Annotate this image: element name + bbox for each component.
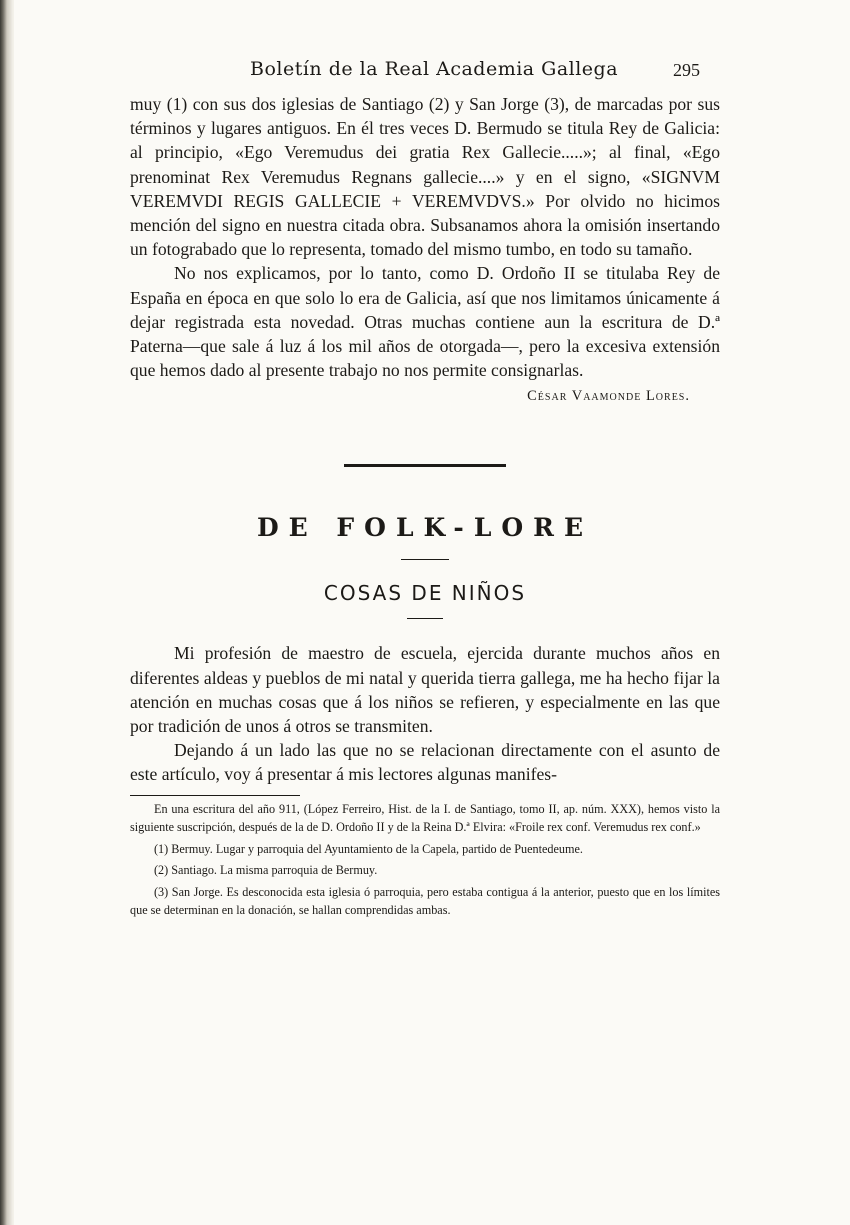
- journal-page: [130, 58, 720, 923]
- article-body: [130, 641, 720, 786]
- footnotes: [130, 800, 720, 920]
- section-divider: [344, 464, 506, 467]
- article-paragraph: Dejando á un lado las que no se relacionan directamente con el asunto de este artículo, voy á presentar á mis lectores algunas manifes-: [130, 740, 720, 785]
- article-title: COSAS DE NIÑOS: [323, 581, 527, 606]
- article-paragraph: Mi profesión de maestro de escuela, ejercida durante muchos años en diferentes aldeas y pueblos de mi natal y querida tierra gallega, me ha hecho fijar la atención en muchas cosas que á los niños se refieren, y especialmente en las que por tradición de unos á otros se transmiten.: [130, 643, 720, 737]
- heading-rule: [401, 559, 449, 560]
- previous-article-ending: [130, 92, 720, 408]
- body-paragraph: No nos explicamos, por lo tanto, como D. Ordoño II se titulaba Rey de España en época en que solo lo era de Galicia, así que nos limitamos únicamente á dejar registrada esta novedad. Otras muchas contiene aun la escritura de D.ª Paterna—que sale á luz á los mil años de otorgada—, pero la excesiva extensión que hemos dado al presente trabajo no nos permite consignarlas.: [130, 263, 720, 381]
- footnote-rule: [130, 795, 300, 796]
- page-binding-edge: [0, 0, 14, 1225]
- author-signature: César Vaamonde Lores.: [527, 388, 690, 405]
- running-header: [130, 58, 720, 92]
- title-rule: [407, 618, 443, 619]
- footnote-2: (2) Santiago. La misma parroquia de Bermuy.: [154, 863, 378, 878]
- body-paragraph: muy (1) con sus dos iglesias de Santiago (2) y San Jorge (3), de marcadas por sus términos y lugares antiguos. En él tres veces D. Bermudo se titula Rey de Galicia: al principio, «Ego Veremudus dei gratia Rex Gallecie.....»; al final, «Ego prenominat Rex Veremudus Regnans gallecie....» y en el signo, «SIGNVM VEREMVDI REGIS GALLECIE + VEREMVDVS.» Por olvido no hicimos mención del signo en nuestra citada obra. Subsanamos ahora la omisión insertando un fotograbado que lo representa, tomado del mismo tumbo, en todo su tamaño.: [130, 94, 720, 260]
- section-heading: DE FOLK-LORE: [256, 513, 593, 543]
- footnote-intro: En una escritura del año 911, (López Ferreiro, Hist. de la I. de Santiago, tomo II, ap. núm. XXX), hemos visto la siguiente suscripción, después de la de D. Ordoño II y de la Reina D.ª Elvira: «Froile rex conf. Veremudus rex conf.»: [130, 801, 720, 835]
- footnote-1: (1) Bermuy. Lugar y parroquia del Ayuntamiento de la Capela, partido de Puentedeume.: [154, 841, 583, 856]
- footnote-3: (3) San Jorge. Es desconocida esta iglesia ó parroquia, pero estaba contigua á la anterior, puesto que en los límites que se determinan en la donación, se hallan comprendidas ambas.: [130, 884, 720, 918]
- page-number: 295: [673, 60, 700, 80]
- running-title: Boletín de la Real Academia Gallega: [250, 58, 619, 80]
